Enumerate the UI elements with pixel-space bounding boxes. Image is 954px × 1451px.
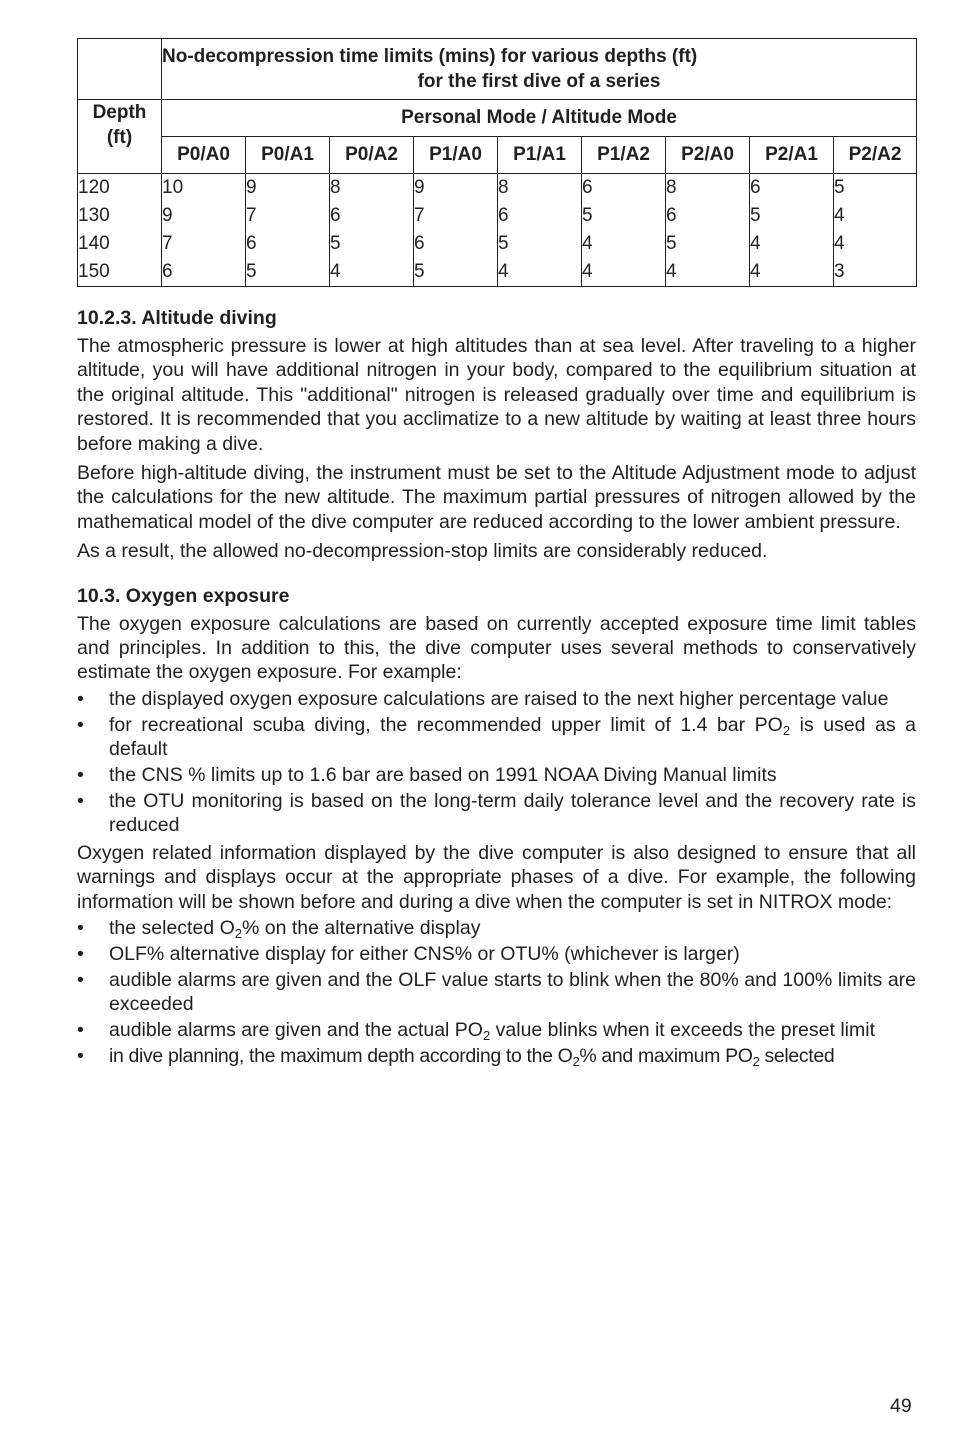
limit-value: 8 — [498, 177, 509, 198]
column-header: P1/A1 — [498, 137, 582, 174]
depth-value: 120 — [78, 177, 110, 198]
limit-column — [582, 174, 666, 287]
list-item-text: the selected O — [109, 917, 235, 940]
limit-value: 4 — [498, 261, 509, 282]
manual-page — [77, 38, 916, 1070]
column-header: P2/A1 — [750, 137, 834, 174]
column-header: P0/A2 — [330, 137, 414, 174]
limit-value: 4 — [330, 261, 341, 282]
limit-value: 4 — [666, 261, 677, 282]
paragraph: Before high-altitude diving, the instrument must be set to the Altitude Adjustment mode to adjust the calculations for the new altitude. The maximum partial pressures of nitrogen allowed by the mathematical model of the dive computer are reduced according to the lower ambient pressure. — [77, 462, 916, 533]
table-title-line1: No-decompression time limits (mins) for various depths (ft) — [162, 46, 698, 67]
limit-column — [498, 174, 582, 287]
section-heading-oxygen: 10.3. Oxygen exposure — [77, 584, 290, 607]
limit-value: 5 — [582, 205, 593, 226]
list-item — [77, 968, 916, 1017]
limit-value: 10 — [162, 177, 184, 198]
list-item-text: audible alarms are given and the actual PO — [109, 1019, 483, 1042]
depth-column — [78, 174, 162, 287]
list-item-text: the displayed oxygen exposure calculations are raised to the next higher percentage value — [109, 687, 889, 710]
limit-value: 6 — [330, 205, 341, 226]
list-item-text: for recreational scuba diving, the recommended upper limit of 1.4 bar PO — [109, 713, 783, 736]
limit-column — [414, 174, 498, 287]
list-item-text: value blinks when it exceeds the preset limit — [490, 1019, 875, 1042]
subscript: 2 — [782, 722, 791, 738]
paragraph: Oxygen related information displayed by the dive computer is also designed to ensure that all warnings and displays occur at the appropriate phases of a dive. For example, the following information will be shown before and during a dive when the computer is set in NITROX mode: — [77, 841, 916, 913]
limit-column — [246, 174, 330, 287]
limit-value: 4 — [582, 261, 593, 282]
column-header: P0/A1 — [246, 137, 330, 174]
list-item-text: audible alarms are given and the OLF value starts to blink when the 80% and 100% limits are exceeded — [109, 968, 916, 1016]
limit-value: 3 — [834, 261, 845, 282]
limit-value: 5 — [498, 233, 509, 254]
bullet-icon: • — [77, 968, 84, 991]
list-item-text: % and maximum PO — [579, 1045, 753, 1068]
subscript: 2 — [752, 1054, 760, 1070]
bullet-icon: • — [77, 1045, 84, 1068]
limit-value: 7 — [162, 233, 173, 254]
list-item-text: selected — [759, 1045, 835, 1068]
bullet-icon: • — [77, 764, 84, 787]
page-number: 49 — [890, 1395, 912, 1417]
column-header: P0/A0 — [162, 137, 246, 174]
limit-column — [750, 174, 834, 287]
table-title — [162, 39, 917, 100]
limit-column — [834, 174, 917, 287]
limit-column — [666, 174, 750, 287]
list-item — [77, 1044, 916, 1068]
table-title-line2: for the first dive of a series — [417, 71, 661, 92]
bullet-icon: • — [77, 790, 84, 812]
limit-value: 6 — [582, 177, 593, 198]
limit-value: 6 — [246, 233, 257, 254]
limit-value: 7 — [414, 205, 425, 226]
depth-header — [78, 100, 162, 174]
depth-value: 130 — [78, 205, 110, 226]
limit-value: 4 — [582, 233, 593, 254]
list-item — [77, 763, 916, 787]
limit-value: 4 — [750, 233, 761, 254]
limit-value: 4 — [834, 205, 845, 226]
list-item-text: % on the alternative display — [241, 917, 481, 940]
bullet-icon: • — [77, 713, 84, 736]
list-item — [77, 687, 916, 711]
column-header: P1/A0 — [414, 137, 498, 174]
limit-value: 9 — [162, 205, 173, 226]
section-heading-altitude: 10.2.3. Altitude diving — [77, 307, 277, 329]
limit-value: 4 — [750, 261, 761, 282]
limit-value: 6 — [498, 205, 509, 226]
list-item — [77, 789, 916, 838]
list-item — [77, 1018, 916, 1042]
depth-value: 150 — [78, 261, 110, 282]
subscript: 2 — [234, 926, 242, 942]
bullet-list — [77, 687, 916, 838]
limit-value: 9 — [246, 177, 257, 198]
depth-value: 140 — [78, 233, 110, 254]
limit-value: 6 — [162, 261, 173, 282]
list-item-text: is used as a default — [109, 713, 917, 761]
limit-value: 4 — [834, 233, 845, 254]
no-deco-table — [77, 38, 917, 287]
limit-value: 5 — [666, 233, 677, 254]
bullet-icon: • — [77, 687, 84, 710]
limit-value: 6 — [666, 205, 677, 226]
list-item-text: the OTU monitoring is based on the long-term daily tolerance level and the recovery rate is reduced — [109, 790, 916, 837]
list-item-text: the CNS % limits up to 1.6 bar are based on 1991 NOAA Diving Manual limits — [109, 764, 777, 787]
paragraph: As a result, the allowed no-decompression-stop limits are considerably reduced. — [77, 540, 768, 563]
list-item — [77, 916, 916, 940]
limit-value: 5 — [750, 205, 761, 226]
column-header: P2/A0 — [666, 137, 750, 174]
list-item — [77, 942, 916, 966]
limit-value: 6 — [414, 233, 425, 254]
bullet-icon: • — [77, 942, 84, 965]
limit-value: 9 — [414, 177, 425, 198]
column-header: P2/A2 — [834, 137, 917, 174]
limit-column — [330, 174, 414, 287]
list-item-text: in dive planning, the maximum depth according to the O — [109, 1045, 573, 1068]
subscript: 2 — [572, 1054, 580, 1070]
depth-header-label: Depth (ft) — [92, 102, 147, 148]
limit-value: 8 — [330, 177, 341, 198]
bullet-list — [77, 916, 916, 1068]
column-header: P1/A2 — [582, 137, 666, 174]
list-item-text: OLF% alternative display for either CNS% or OTU% (whichever is larger) — [109, 942, 740, 965]
table-corner-cell — [78, 39, 162, 100]
paragraph: The atmospheric pressure is lower at high altitudes than at sea level. After traveling to a higher altitude, you will have additional nitrogen in your body, compared to the equilibrium situation at the original altitude. This "additional" nitrogen is released gradually over time and equilibrium is restored. It is recommended that you acclimatize to a new altitude by waiting at least three hours before making a dive. — [77, 335, 916, 455]
mode-header: Personal Mode / Altitude Mode — [162, 100, 917, 137]
limit-value: 5 — [414, 261, 425, 282]
limit-value: 6 — [750, 177, 761, 198]
subscript: 2 — [482, 1028, 491, 1044]
bullet-icon: • — [77, 1019, 84, 1042]
limit-column — [162, 174, 246, 287]
list-item — [77, 713, 916, 762]
bullet-icon: • — [77, 917, 84, 940]
paragraph: The oxygen exposure calculations are based on currently accepted exposure time limit tables and principles. In addition to this, the dive computer uses several methods to conservatively estimate the oxygen exposure. For example: — [77, 612, 916, 684]
limit-value: 5 — [834, 177, 845, 198]
limit-value: 7 — [246, 205, 257, 226]
limit-value: 5 — [330, 233, 341, 254]
limit-value: 8 — [666, 177, 677, 198]
limit-value: 5 — [246, 261, 257, 282]
